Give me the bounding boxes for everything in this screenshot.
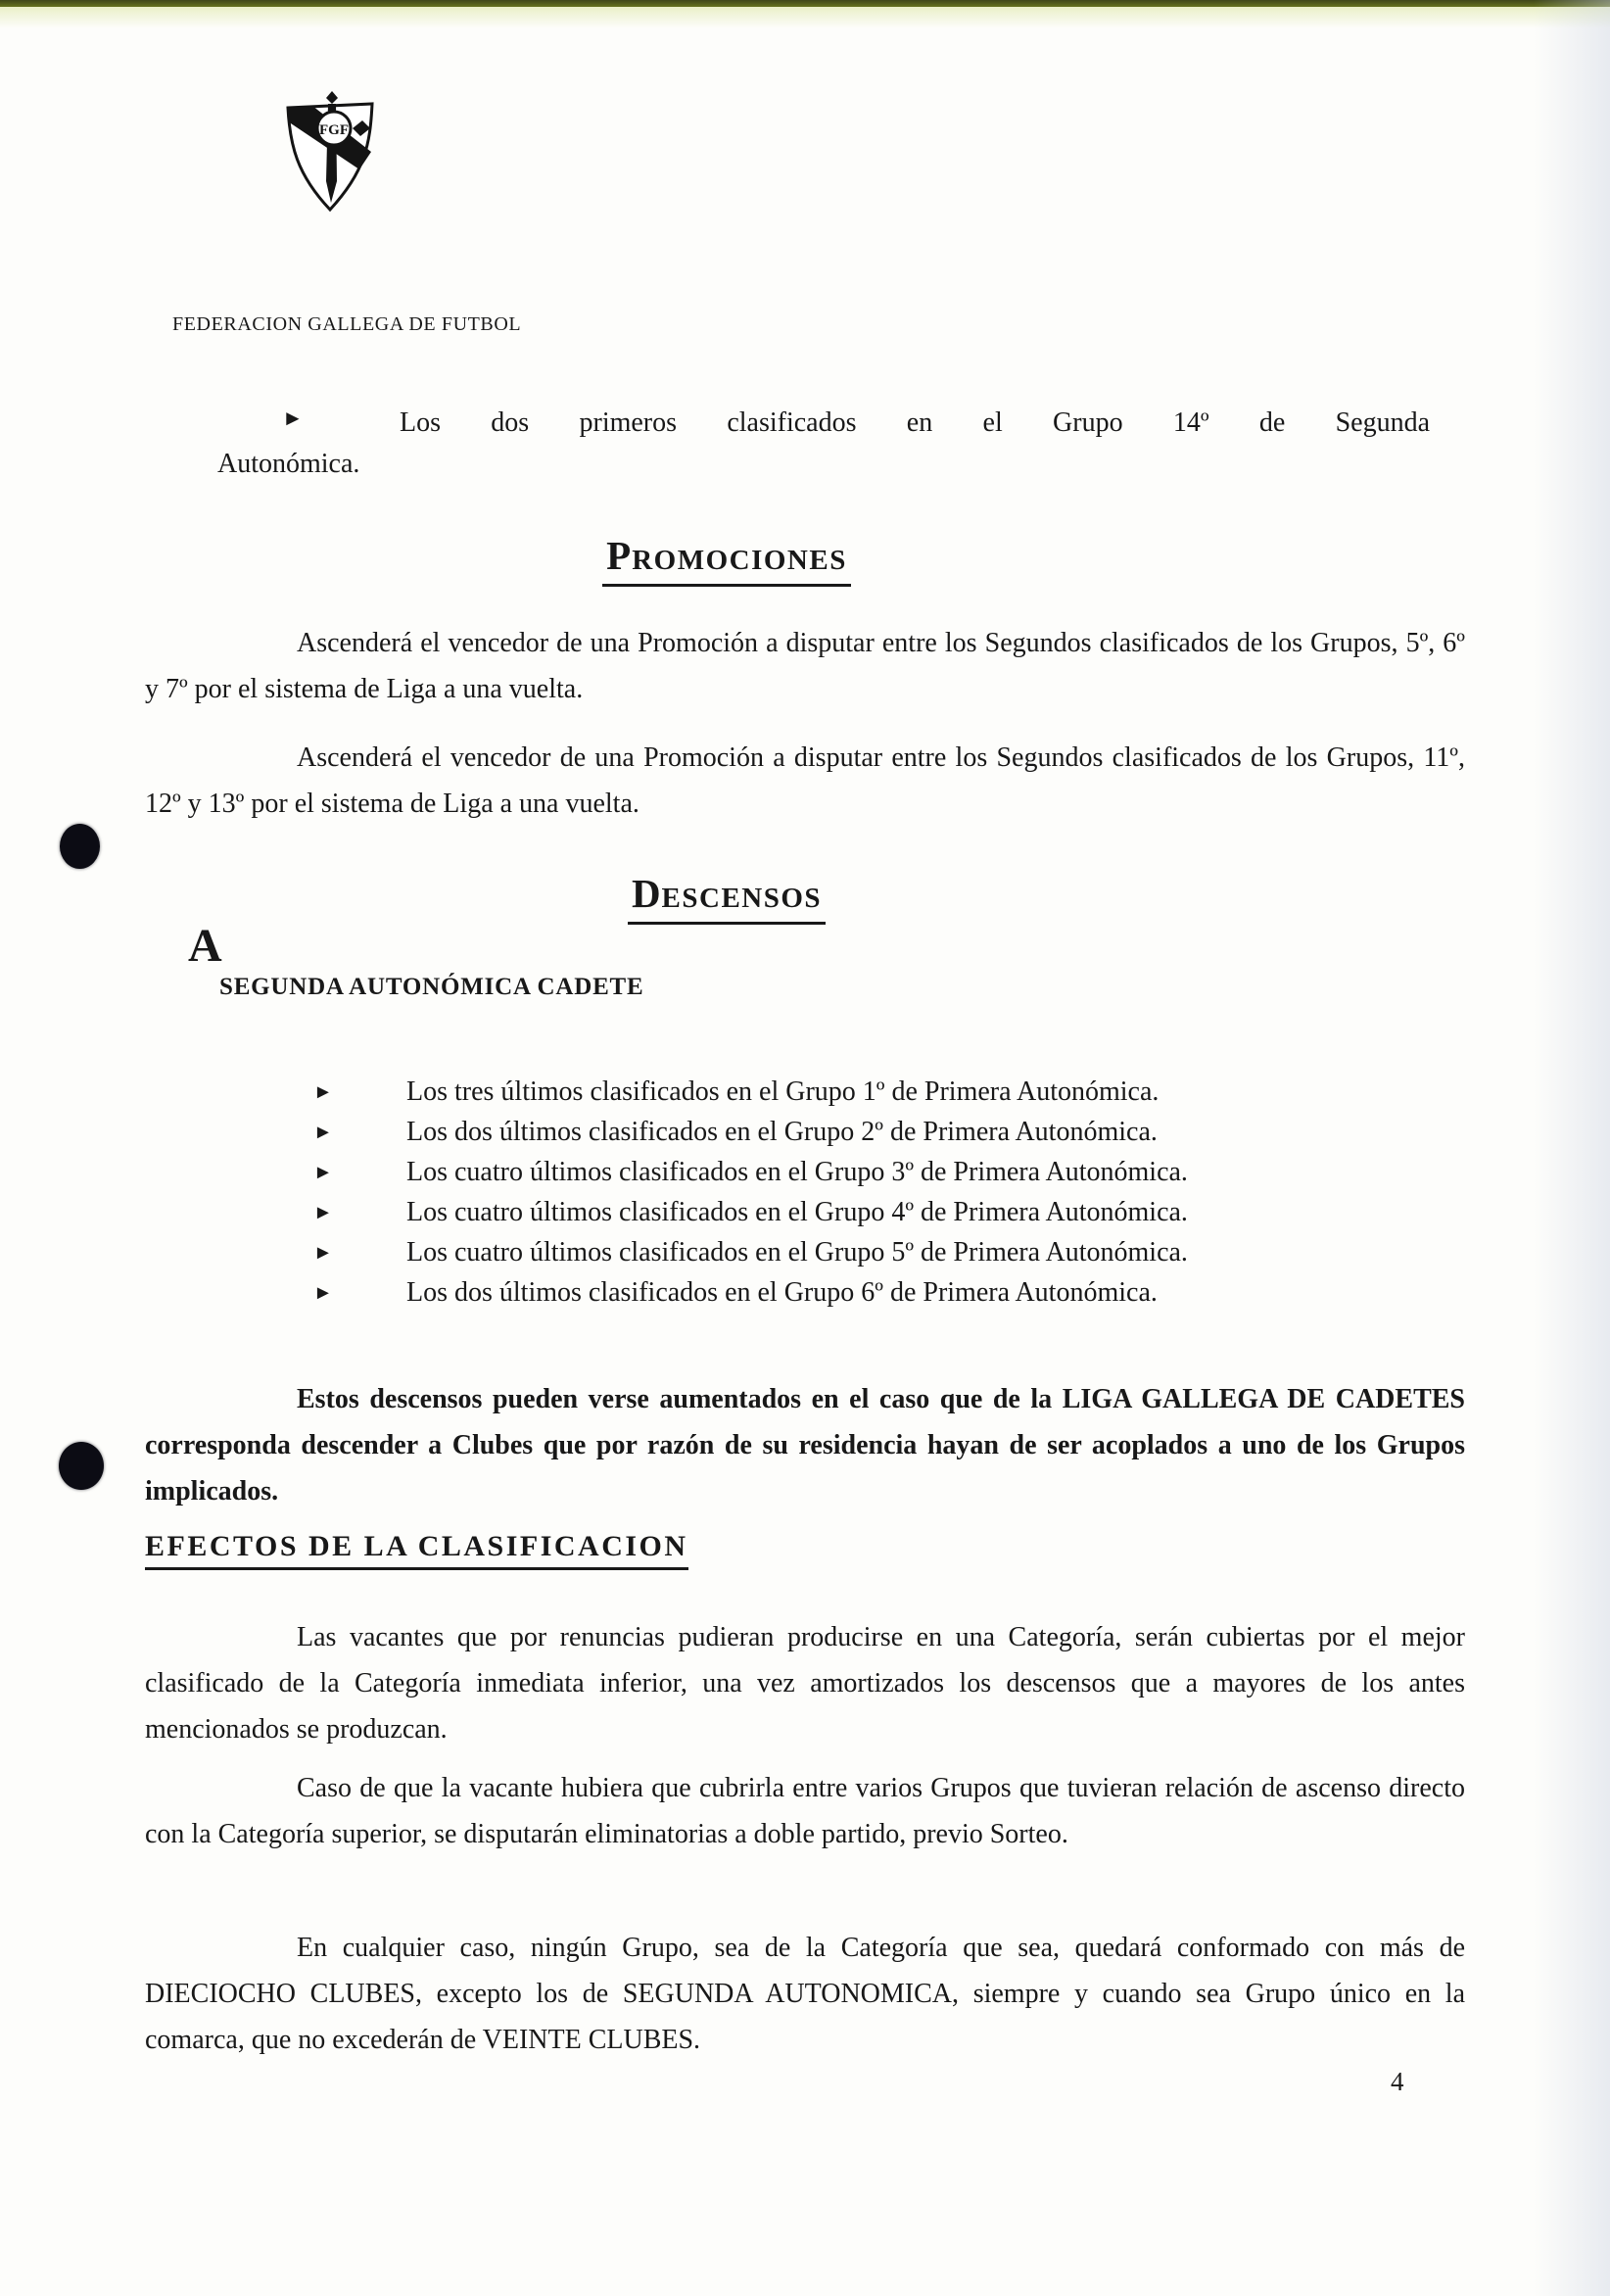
scan-top-edge-fade xyxy=(0,7,1610,28)
relegation-note-paragraph: Estos descensos pueden verse aumentados en el caso que de la LIGA GALLEGA DE CADETES corresponda descender a Clubes que por razón de su residencia hayan de ser acoplados a uno de los Grupos implicados. xyxy=(145,1384,1465,1507)
list-bullet-icon: ► xyxy=(313,1081,333,1103)
heading-rest: ESCENSOS xyxy=(661,883,823,914)
list-item-text: Los dos últimos clasificados en el Grupo 6º de Primera Autonómica. xyxy=(406,1277,1158,1308)
hole-punch-dot xyxy=(60,824,100,869)
heading-rest: ROMOCIONES xyxy=(632,545,847,576)
organization-name: FEDERACION GALLEGA DE FUTBOL xyxy=(172,313,522,335)
scan-right-edge-shadow xyxy=(1534,0,1610,2296)
efectos-paragraph-2: Caso de que la vacante hubiera que cubrirla entre varios Grupos que tuvieran relación de ascenso directo con la Categoría superior, se disputarán eliminatorias a doble partido, previo Sorteo. xyxy=(145,1773,1465,1849)
list-item xyxy=(311,1072,1408,1112)
intro-item-line2: Autonómica. xyxy=(217,449,360,479)
hole-punch-dot xyxy=(59,1442,104,1490)
intro-item-line1: Los dos primeros clasificados en el Grupo 14º de Segunda xyxy=(400,407,1430,438)
descensos-heading xyxy=(0,870,1453,925)
list-item xyxy=(311,1192,1408,1232)
page-number: 4 xyxy=(1391,2067,1404,2096)
list-item xyxy=(311,1272,1408,1313)
relegation-list xyxy=(311,1072,1408,1313)
promotion-paragraph-1: Ascenderá el vencedor de una Promoción a disputar entre los Segundos clasificados de los Grupos, 5º, 6º y 7º por el sistema de Liga a una vuelta. xyxy=(145,628,1465,704)
list-bullet-icon: ► xyxy=(313,1202,333,1223)
promociones-heading xyxy=(0,532,1453,587)
list-bullet-icon: ► xyxy=(313,1122,333,1143)
list-item-text: Los cuatro últimos clasificados en el Grupo 5º de Primera Autonómica. xyxy=(406,1237,1188,1268)
promotion-paragraph-2: Ascenderá el vencedor de una Promoción a disputar entre los Segundos clasificados de los Grupos, 11º, 12º y 13º por el sistema de Liga a una vuelta. xyxy=(145,742,1465,819)
list-item xyxy=(311,1232,1408,1272)
list-item-text: Los tres últimos clasificados en el Grupo 1º de Primera Autonómica. xyxy=(406,1076,1160,1107)
list-bullet-icon: ► xyxy=(313,1162,333,1183)
section-title: SEGUNDA AUTONÓMICA CADETE xyxy=(219,974,644,1000)
efectos-paragraph-3: En cualquier caso, ningún Grupo, sea de la Categoría que sea, quedará conformado con más de DIECIOCHO CLUBES, excepto los de SEGUNDA AUTONOMICA, siempre y cuando sea Grupo único en la comarca, que no excederán de VEINTE CLUBES. xyxy=(145,1933,1465,2055)
list-bullet-icon: ► xyxy=(313,1242,333,1264)
scan-top-edge xyxy=(0,0,1610,7)
crest-monogram: FGF xyxy=(319,122,349,138)
efectos-heading: EFECTOS DE LA CLASIFICACION xyxy=(145,1530,688,1570)
list-bullet-icon: ► xyxy=(313,1282,333,1304)
list-item-text: Los cuatro últimos clasificados en el Grupo 3º de Primera Autonómica. xyxy=(406,1157,1188,1187)
list-item xyxy=(311,1152,1408,1192)
federation-crest-icon xyxy=(281,91,379,214)
list-item xyxy=(311,1112,1408,1152)
list-bullet-icon: ► xyxy=(282,406,304,430)
list-item-text: Los dos últimos clasificados en el Grupo 2º de Primera Autonómica. xyxy=(406,1117,1158,1147)
heading-initial: P xyxy=(606,533,633,578)
heading-initial: D xyxy=(631,871,662,916)
section-letter: A xyxy=(188,920,222,972)
efectos-paragraph-1: Las vacantes que por renuncias pudieran producirse en una Categoría, serán cubiertas por el mejor clasificado de la Categoría inmediata inferior, una vez amortizados los descensos que a mayores de los antes mencionados se produzcan. xyxy=(145,1622,1465,1745)
list-item-text: Los cuatro últimos clasificados en el Grupo 4º de Primera Autonómica. xyxy=(406,1197,1188,1227)
